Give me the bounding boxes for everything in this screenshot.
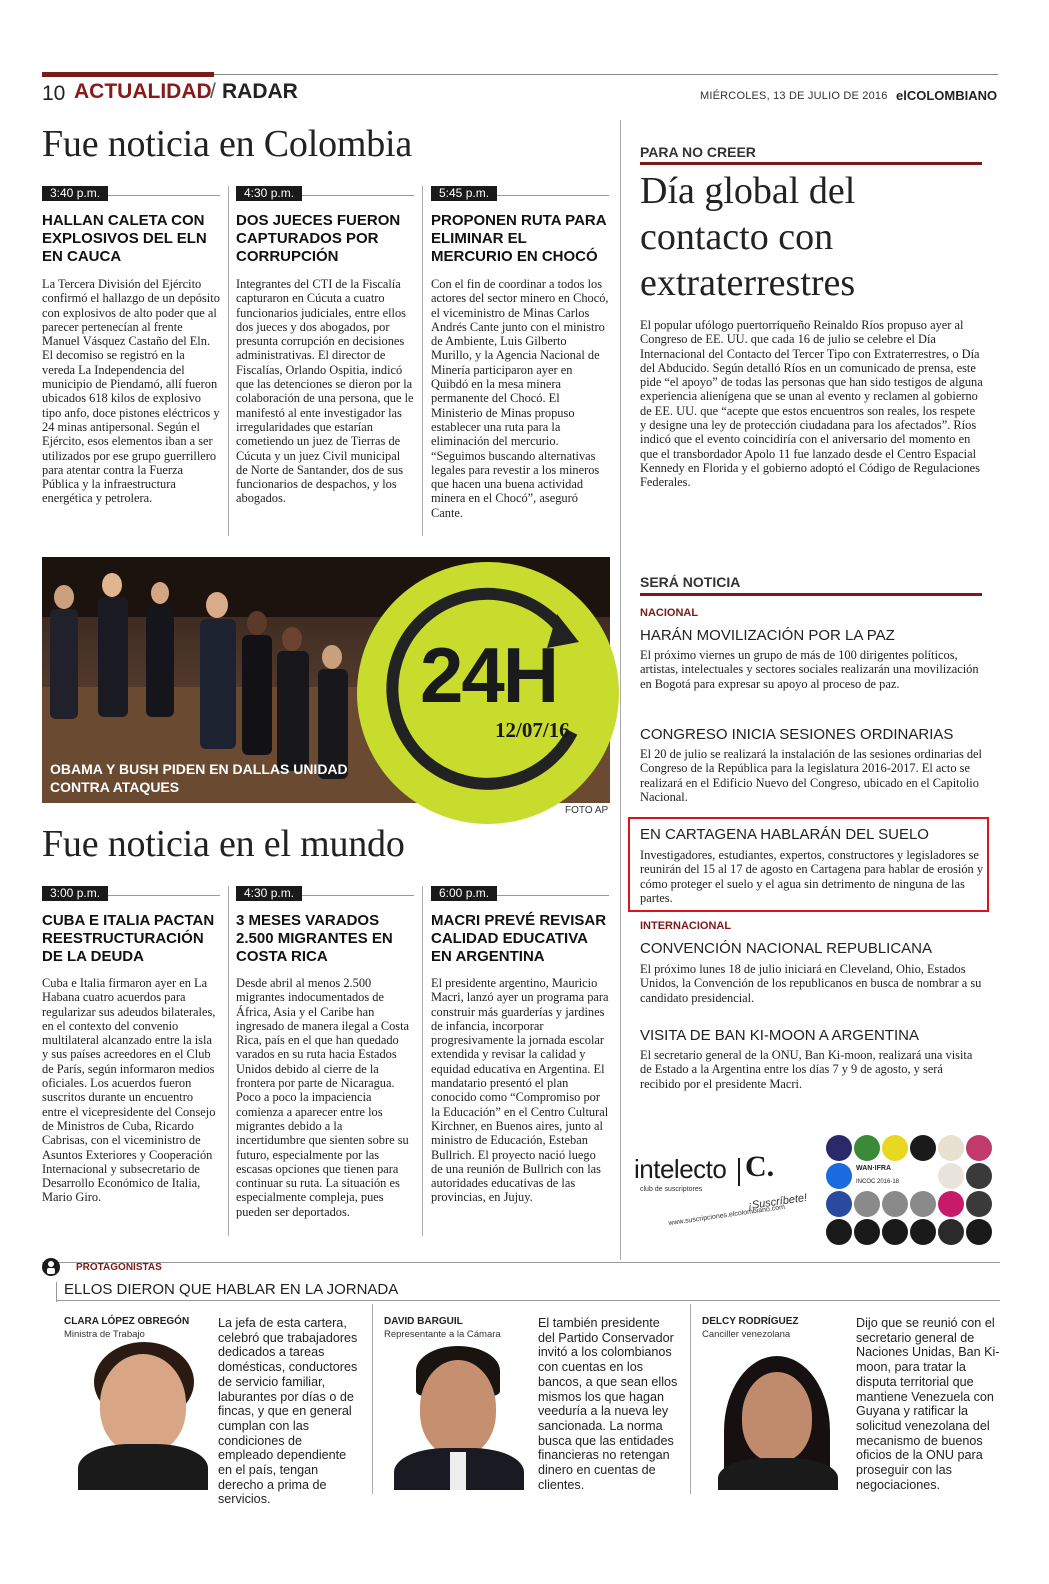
- news-body: El presidente argentino, Mauricio Macri, lanzó ayer un programa para construir más guarderías y jardines de infancia, incorporar progresivamente la jornada escolar extendida y revisar la calidad y equidad educativa en Argentina. El mandatario presentó el plan conocido como “Compromiso por la Educación” en el Centro Cultural Kirchner, en Buenos aires, junto al ministro de Educación, Esteban Bullrich. El proyecto nació luego de una reunión de Bullrich con las autoridades educativas de las provincias, en Jujuy.: [431, 976, 609, 1205]
- photo-credit: FOTO AP: [565, 805, 609, 816]
- news-headline[interactable]: 3 MESES VARADOS 2.500 MIGRANTES EN COSTA RICA: [236, 912, 393, 965]
- logo-divider: [738, 1158, 740, 1186]
- protagonistas-underline: [56, 1300, 1000, 1301]
- incoc-label: INCOC 2016-18: [856, 1179, 900, 1185]
- badge-24h-text: 24H: [420, 631, 558, 719]
- page-number: 10: [42, 82, 66, 105]
- header-rule: [214, 74, 998, 75]
- club-subtitle: club de suscriptores: [640, 1186, 703, 1193]
- person-name: DELCY RODRÍGUEZ: [702, 1316, 799, 1327]
- wan-ifra-label: WAN·IFRA: [856, 1165, 891, 1172]
- right-column-divider: [620, 120, 621, 1260]
- time-stamp: 4:30 p.m.: [236, 186, 302, 201]
- news-headline[interactable]: CUBA E ITALIA PACTAN REESTRUCTURACIÓN DE LA DEUDA: [42, 912, 215, 965]
- upcoming-headline[interactable]: EN CARTAGENA HABLARÁN DEL SUELO: [640, 826, 929, 843]
- person-name: DAVID BARGUIL: [384, 1316, 463, 1327]
- person-name: CLARA LÓPEZ OBREGÓN: [64, 1316, 190, 1327]
- sera-noticia-label: SERÁ NOTICIA: [640, 574, 741, 590]
- upcoming-body: El secretario general de la ONU, Ban Ki-moon, realizará una visita de Estado a la Argentina entre los días 7 y 9 de agosto, y será recibido por el presidente Macri.: [640, 1048, 973, 1091]
- color-calibration-chart: [826, 1135, 990, 1247]
- person-photo: [384, 1340, 534, 1490]
- label-rule: [640, 593, 982, 596]
- column-divider: [422, 886, 423, 1236]
- photo-caption: OBAMA Y BUSH PIDEN EN DALLAS UNIDAD CONTRA ATAQUES: [50, 761, 348, 795]
- upcoming-body: El próximo lunes 18 de julio iniciará en Cleveland, Ohio, Estados Unidos, la Convención de los republicanos en busca de nombrar a su candidato presidencial.: [640, 962, 982, 1005]
- issue-date: MIÉRCOLES, 13 DE JULIO DE 2016: [700, 90, 888, 102]
- person-role: Canciller venezolana: [702, 1329, 791, 1340]
- upcoming-headline[interactable]: CONVENCIÓN NACIONAL REPUBLICANA: [640, 940, 933, 957]
- upcoming-body: El próximo viernes un grupo de más de 100 dirigentes políticos, artistas, intelectuales y sectores sociales realizarán una movilización en Bogotá para expresar su apoyo al proceso de paz.: [640, 648, 979, 691]
- time-stamp: 3:00 p.m.: [42, 886, 108, 901]
- label-rule: [640, 162, 982, 165]
- feature-title: Día global del contacto con extraterrestres: [640, 170, 856, 304]
- subsection-name: RADAR: [222, 80, 298, 103]
- news-body: Desde abril al menos 2.500 migrantes indocumentados de África, Asia y el Caribe han ingresado de manera ilegal a Costa Rica, país en el que han quedado varados en su ruta hacia Estados Unidos debido al cierre de la frontera por parte de Nicaragua. Poco a poco la impaciencia comienza a aparecer entre los migrantes debido a la incertidumbre que sienten sobre su futuro, especialmente por las escasas opciones que tienen para continuar su ruta. La situación es especialmente compleja, pues pueden ser deportados.: [236, 976, 410, 1219]
- divider-tick: [56, 1282, 57, 1302]
- person-quote: La jefa de esta cartera, celebró que trabajadores dedicados a tareas domésticas, conductores de servicio familiar, laburantes por días o de fincas, y que en general cumplan con las condiciones de empleado dependiente en el país, tengan derecho a prima de servicios.: [218, 1316, 358, 1507]
- badge-date: 12/07/16: [495, 718, 570, 742]
- person-icon: [42, 1258, 60, 1276]
- protagonistas-label: PROTAGONISTAS: [76, 1262, 162, 1273]
- time-stamp: 3:40 p.m.: [42, 186, 108, 201]
- internacional-label: INTERNACIONAL: [640, 920, 732, 932]
- person-quote: Dijo que se reunió con el secretario general de Naciones Unidas, Ban Ki-moon, para tratar la disputa territorial que mantiene Venezuela con Guyana y ratificar la solicitud venezolana del mecanismo de buenos oficios de la ONU para proseguir con las negociaciones.: [856, 1316, 1000, 1492]
- upcoming-body: Investigadores, estudiantes, expertos, constructores y legisladores se reunirán del 15 al 17 de agosto en Cartagena para hablar de erosión y cómo proteger el suelo y el agua sin detrimento de ninguna de las partes.: [640, 848, 984, 905]
- person-role: Ministra de Trabajo: [64, 1329, 145, 1340]
- newspaper-brand: elCOLOMBIANO: [896, 88, 998, 103]
- section-separator: /: [210, 80, 216, 103]
- column-divider: [690, 1304, 691, 1494]
- news-body: Cuba e Italia firmaron ayer en La Habana cuatro acuerdos para regularizar sus adeudos bilaterales, en el contexto del convenio multilateral alcanzado entre la isla y sus países acreedores en el Club de París, según informaron medios oficiales. Los acuerdos fueron suscritos durante un encuentro entre el vicepresidente del Consejo de Ministros de Cuba, Ricardo Cabrisas, con el viceministro de Asuntos Exteriores y Cooperación Internacional y subsecretario de Desarrollo Económico de Italia, Mario Giro.: [42, 976, 216, 1205]
- intelecto-logo[interactable]: intelecto: [634, 1154, 727, 1184]
- person-photo: [702, 1340, 852, 1490]
- feature-body: El popular ufólogo puertorriqueño Reinaldo Ríos propuso ayer al Congreso de EE. UU. que cada 16 de julio se celebre el Día Internacional del Contacto del Tercer Tipo con Extraterrestres, o Día del Abducido. Según detalló Ríos en un comunicado de prensa, este pide “el apoyo” de todas las personas que han sido testigos de alguna experiencia alienígena que se unan al evento y reclamen al gobierno de EE. UU. que “acepte que estos encuentros son reales, los respete y designe una ley de protección ciudadana para los afectados”. Ríos indicó que el evento coincidiría con el aniversario del momento en que el transbordador Apolo 11 fue lanzado desde el Centro Espacial Kennedy en Florida y el gobierno adoptó el Código de Regulaciones Federales.: [640, 318, 983, 490]
- upcoming-headline[interactable]: HARÁN MOVILIZACIÓN POR LA PAZ: [640, 627, 895, 644]
- protagonistas-subtitle: ELLOS DIERON QUE HABLAR EN LA JORNADA: [64, 1281, 399, 1298]
- news-body: Con el fin de coordinar a todos los actores del sector minero en Chocó, el viceministro de Minas Carlos Andrés Cante junto con el ministro de Ambiente, Luis Gilberto Murillo, y la Agencia Nacional de Minería participaron ayer en Quibdó en la mesa minera permanente del Chocó. El Ministerio de Minas propuso establecer una ruta para la eliminación del mercurio. “Seguimos buscando alternativas legales para revestir a los mineros que hacen una buena actividad minera en el Chocó”, aseguró Cante.: [431, 277, 609, 520]
- time-stamp: 5:45 p.m.: [431, 186, 497, 201]
- upcoming-headline[interactable]: VISITA DE BAN KI-MOON A ARGENTINA: [640, 1027, 919, 1044]
- upcoming-headline[interactable]: CONGRESO INICIA SESIONES ORDINARIAS: [640, 726, 954, 743]
- news-body: La Tercera División del Ejército confirmó el hallazgo de un depósito con explosivos de alto poder que al parecer pertenecían al frente Manuel Vásquez Castaño del Eln. El decomiso se registró en la vereda La Independencia del municipio de Piendamó, allí fueron ubicados 618 kilos de explosivo tipo anfo, doce pistones eléctricos y 24 minas antipersonal. Según el Ejército, esos elementos iban a ser utilizados por ese grupo guerrillero para atentar contra la Fuerza Pública y la infraestructura energética y petrolera.: [42, 277, 220, 506]
- news-headline[interactable]: DOS JUECES FUERON CAPTURADOS POR CORRUPCIÓN: [236, 212, 401, 265]
- colombia-section-title: Fue noticia en Colombia: [42, 123, 413, 165]
- person-photo: [64, 1340, 214, 1490]
- person-role: Representante a la Cámara: [384, 1329, 501, 1340]
- mundo-section-title: Fue noticia en el mundo: [42, 823, 405, 865]
- para-no-creer-label: PARA NO CREER: [640, 144, 756, 160]
- time-stamp: 4:30 p.m.: [236, 886, 302, 901]
- header-accent-bar: [42, 72, 214, 77]
- news-body: Integrantes del CTI de la Fiscalía capturaron en Cúcuta a cuatro funcionarios judiciales, entre ellos dos jueces y dos abogados, por presunta corrupción en decisiones administrativas. El director de Fiscalías, Orlando Ospitia, indicó que las detenciones se dieron por la colaboración de una persona, que le manifestó al ente investigador las irregularidades que estarían cometiendo un juez de Tierras de Cúcuta y un juez Civil municipal de Norte de Santander, dos de sus funcionarios de despachos, y los abogados.: [236, 277, 414, 506]
- suscribete-cta[interactable]: ¡Suscríbete!: [747, 1191, 808, 1213]
- column-divider: [372, 1304, 373, 1494]
- nacional-label: NACIONAL: [640, 607, 699, 619]
- person-quote: El también presidente del Partido Conservador invitó a los colombianos con cuentas en los bancos, a que sean ellos mismos los que hagan veeduría a la nueva ley sancionada. La norma busca que las entidades financieras no retengan dinero en cuentas de clientes.: [538, 1316, 678, 1492]
- news-headline[interactable]: PROPONEN RUTA PARA ELIMINAR EL MERCURIO EN CHOCÓ: [431, 212, 607, 265]
- news-headline[interactable]: HALLAN CALETA CON EXPLOSIVOS DEL ELN EN CAUCA: [42, 212, 207, 265]
- column-divider: [228, 886, 229, 1236]
- subscription-url[interactable]: www.suscripciones.elcolombiano.com: [668, 1203, 786, 1228]
- protagonistas-rule: [42, 1262, 1000, 1263]
- colombiano-c-logo: C.: [745, 1150, 775, 1183]
- news-headline[interactable]: MACRI PREVÉ REVISAR CALIDAD EDUCATIVA EN ARGENTINA: [431, 912, 607, 965]
- time-stamp: 6:00 p.m.: [431, 886, 497, 901]
- column-divider: [228, 186, 229, 536]
- section-name: ACTUALIDAD: [74, 80, 212, 103]
- upcoming-body: El 20 de julio se realizará la instalación de las sesiones ordinarias del Congreso de la República para la legislatura 2016-2017. El acto se realizará en el Edificio Nuevo del Congreso, ubicado en el Capitolio Nacional.: [640, 747, 983, 804]
- column-divider: [422, 186, 423, 536]
